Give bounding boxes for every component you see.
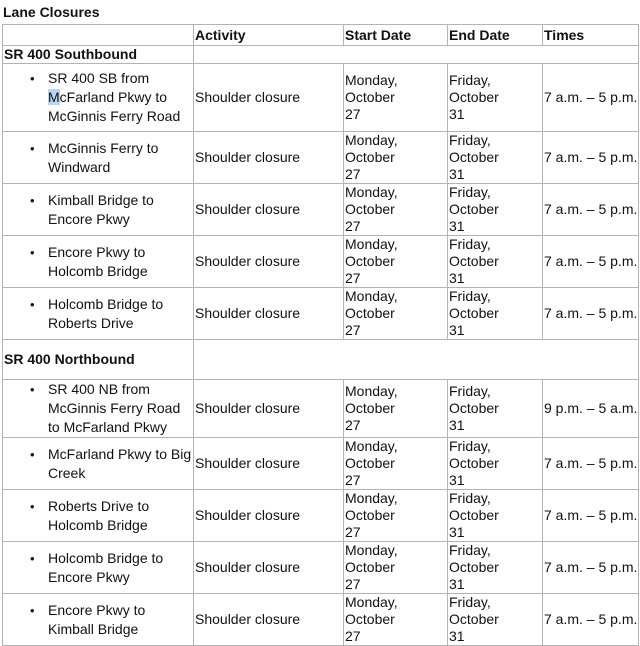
lane-closures-table — [2, 24, 639, 646]
location-text[interactable]: Holcomb Bridge to Encore Pkwy — [48, 549, 164, 585]
activity-cell: Shoulder closure — [194, 490, 344, 542]
end-date-line: October — [449, 455, 499, 471]
section-header-row — [3, 340, 639, 380]
start-date-line: 27 — [345, 322, 361, 338]
section-label: SR 400 Northbound — [3, 340, 194, 380]
end-date-line: October — [449, 559, 499, 575]
start-date-line: October — [345, 400, 395, 416]
end-date-line: October — [449, 400, 499, 416]
start-date-line: Monday, — [345, 383, 398, 399]
start-date-cell — [344, 64, 448, 132]
end-date-line: Friday, — [449, 490, 491, 506]
end-date-line: October — [449, 507, 499, 523]
location-text[interactable]: McFarland Pkwy to Big Creek — [48, 445, 192, 481]
bullet-icon: • — [30, 296, 35, 312]
end-date-cell — [448, 594, 543, 646]
start-date-cell — [344, 594, 448, 646]
start-date-line: Monday, — [345, 490, 398, 506]
end-date-line: 31 — [449, 322, 465, 338]
end-date-line: October — [449, 89, 499, 105]
start-date-line: Monday, — [345, 542, 398, 558]
table-row — [3, 184, 639, 236]
location-text[interactable]: McGinnis Ferry to Windward — [48, 139, 159, 175]
location-text[interactable]: Kimball Bridge to Encore Pkwy — [48, 191, 154, 227]
end-date-line: October — [449, 253, 499, 269]
location-text-part: SR 400 SB from — [48, 70, 150, 86]
end-date-cell — [448, 288, 543, 340]
start-date-line: Monday, — [345, 594, 398, 610]
start-date-cell — [344, 236, 448, 288]
end-date-cell — [448, 490, 543, 542]
location-cell — [3, 236, 194, 288]
activity-cell: Shoulder closure — [194, 184, 344, 236]
start-date-line: 27 — [345, 576, 361, 592]
activity-cell: Shoulder closure — [194, 236, 344, 288]
start-date-cell — [344, 380, 448, 438]
start-date-cell — [344, 132, 448, 184]
end-date-cell — [448, 64, 543, 132]
end-date-line: October — [449, 201, 499, 217]
location-text[interactable]: Holcomb Bridge to Roberts Drive — [48, 295, 164, 331]
bullet-icon: • — [30, 602, 35, 618]
end-date-line: Friday, — [449, 594, 491, 610]
end-date-line: Friday, — [449, 132, 491, 148]
bullet-icon: • — [30, 550, 35, 566]
header-activity: Activity — [194, 25, 344, 46]
times-cell: 7 a.m. – 5 p.m. — [543, 132, 639, 184]
location-list-item — [4, 191, 192, 229]
start-date-line: Monday, — [345, 288, 398, 304]
end-date-cell — [448, 542, 543, 594]
location-cell — [3, 542, 194, 594]
location-list-item — [4, 139, 192, 177]
end-date-cell — [448, 380, 543, 438]
times-cell: 7 a.m. – 5 p.m. — [543, 236, 639, 288]
bullet-icon: • — [30, 382, 35, 397]
activity-cell: Shoulder closure — [194, 132, 344, 184]
activity-cell: Shoulder closure — [194, 594, 344, 646]
location-list-item — [4, 243, 192, 281]
times-cell: 7 a.m. – 5 p.m. — [543, 184, 639, 236]
location-list-item — [4, 497, 192, 535]
start-date-cell — [344, 490, 448, 542]
location-text[interactable]: Roberts Drive to Holcomb Bridge — [48, 497, 150, 533]
start-date-line: 27 — [345, 417, 361, 433]
table-header-row — [3, 25, 639, 46]
start-date-line: 27 — [345, 524, 361, 540]
start-date-cell — [344, 184, 448, 236]
location-cell — [3, 380, 194, 438]
start-date-line: Monday, — [345, 236, 398, 252]
start-date-line: October — [345, 455, 395, 471]
location-list-item — [4, 549, 192, 587]
table-row — [3, 380, 639, 438]
end-date-line: 31 — [449, 628, 465, 644]
times-cell: 7 a.m. – 5 p.m. — [543, 490, 639, 542]
start-date-line: Monday, — [345, 438, 398, 454]
end-date-cell — [448, 236, 543, 288]
table-row — [3, 132, 639, 184]
section-label: SR 400 Southbound — [3, 46, 194, 64]
start-date-cell — [344, 542, 448, 594]
bullet-icon: • — [30, 71, 35, 86]
start-date-line: 27 — [345, 270, 361, 286]
location-cell — [3, 490, 194, 542]
page-title: Lane Closures — [3, 4, 100, 20]
start-date-cell — [344, 288, 448, 340]
activity-cell: Shoulder closure — [194, 438, 344, 490]
table-row — [3, 594, 639, 646]
section-empty-cell — [194, 46, 639, 64]
end-date-line: 31 — [449, 472, 465, 488]
start-date-line: October — [345, 559, 395, 575]
start-date-line: October — [345, 507, 395, 523]
end-date-line: 31 — [449, 417, 465, 433]
start-date-line: October — [345, 149, 395, 165]
header-start-date: Start Date — [344, 25, 448, 46]
location-cell — [3, 132, 194, 184]
end-date-cell — [448, 438, 543, 490]
location-text[interactable]: Encore Pkwy to Holcomb Bridge — [48, 243, 148, 279]
section-header-row — [3, 46, 639, 64]
activity-cell: Shoulder closure — [194, 288, 344, 340]
start-date-line: 27 — [345, 472, 361, 488]
times-cell: 9 p.m. – 5 a.m. — [543, 380, 639, 438]
start-date-line: Monday, — [345, 72, 398, 88]
location-text[interactable]: Encore Pkwy to Kimball Bridge — [48, 601, 146, 637]
start-date-line: October — [345, 89, 395, 105]
end-date-line: Friday, — [449, 288, 491, 304]
end-date-line: 31 — [449, 270, 465, 286]
table-row — [3, 542, 639, 594]
start-date-line: Monday, — [345, 184, 398, 200]
end-date-line: Friday, — [449, 184, 491, 200]
location-list-item — [4, 601, 192, 639]
start-date-line: 27 — [345, 106, 361, 122]
bullet-icon: • — [30, 140, 35, 156]
start-date-cell — [344, 438, 448, 490]
location-cell — [3, 64, 194, 132]
end-date-line: 31 — [449, 166, 465, 182]
header-location — [3, 25, 194, 46]
section-empty-cell — [194, 340, 639, 380]
end-date-line: 31 — [449, 218, 465, 234]
location-cell — [3, 288, 194, 340]
end-date-line: 31 — [449, 524, 465, 540]
start-date-line: October — [345, 253, 395, 269]
start-date-line: 27 — [345, 628, 361, 644]
times-cell: 7 a.m. – 5 p.m. — [543, 438, 639, 490]
location-list-item — [4, 380, 192, 437]
header-times: Times — [543, 25, 639, 46]
times-cell: 7 a.m. – 5 p.m. — [543, 542, 639, 594]
start-date-line: October — [345, 611, 395, 627]
table-row — [3, 490, 639, 542]
start-date-line: October — [345, 305, 395, 321]
text-selection-highlight: M — [48, 89, 60, 105]
end-date-line: October — [449, 305, 499, 321]
location-list-item — [4, 295, 192, 333]
end-date-line: Friday, — [449, 383, 491, 399]
end-date-line: Friday, — [449, 542, 491, 558]
bullet-icon: • — [30, 498, 35, 514]
location-cell — [3, 594, 194, 646]
times-cell: 7 a.m. – 5 p.m. — [543, 594, 639, 646]
start-date-line: October — [345, 201, 395, 217]
activity-cell: Shoulder closure — [194, 542, 344, 594]
start-date-line: 27 — [345, 218, 361, 234]
activity-cell: Shoulder closure — [194, 64, 344, 132]
location-text[interactable]: SR 400 NB from McGinnis Ferry Road to McFarland Pkwy — [48, 381, 181, 435]
table-row — [3, 438, 639, 490]
end-date-line: Friday, — [449, 438, 491, 454]
bullet-icon: • — [30, 244, 35, 260]
location-cell — [3, 184, 194, 236]
end-date-line: Friday, — [449, 72, 491, 88]
end-date-line: 31 — [449, 106, 465, 122]
location-text[interactable] — [48, 69, 192, 126]
location-text-part: cFarland Pkwy to McGinnis Ferry Road — [48, 89, 181, 124]
end-date-cell — [448, 132, 543, 184]
end-date-line: October — [449, 611, 499, 627]
activity-cell: Shoulder closure — [194, 380, 344, 438]
times-cell: 7 a.m. – 5 p.m. — [543, 64, 639, 132]
end-date-line: Friday, — [449, 236, 491, 252]
location-list-item — [4, 445, 192, 483]
location-list-item — [4, 69, 192, 126]
start-date-line: Monday, — [345, 132, 398, 148]
end-date-line: 31 — [449, 576, 465, 592]
bullet-icon: • — [30, 446, 35, 462]
header-end-date: End Date — [448, 25, 543, 46]
end-date-cell — [448, 184, 543, 236]
location-cell — [3, 438, 194, 490]
table-row — [3, 288, 639, 340]
start-date-line: 27 — [345, 166, 361, 182]
bullet-icon: • — [30, 192, 35, 208]
times-cell: 7 a.m. – 5 p.m. — [543, 288, 639, 340]
end-date-line: October — [449, 149, 499, 165]
table-row — [3, 64, 639, 132]
table-row — [3, 236, 639, 288]
